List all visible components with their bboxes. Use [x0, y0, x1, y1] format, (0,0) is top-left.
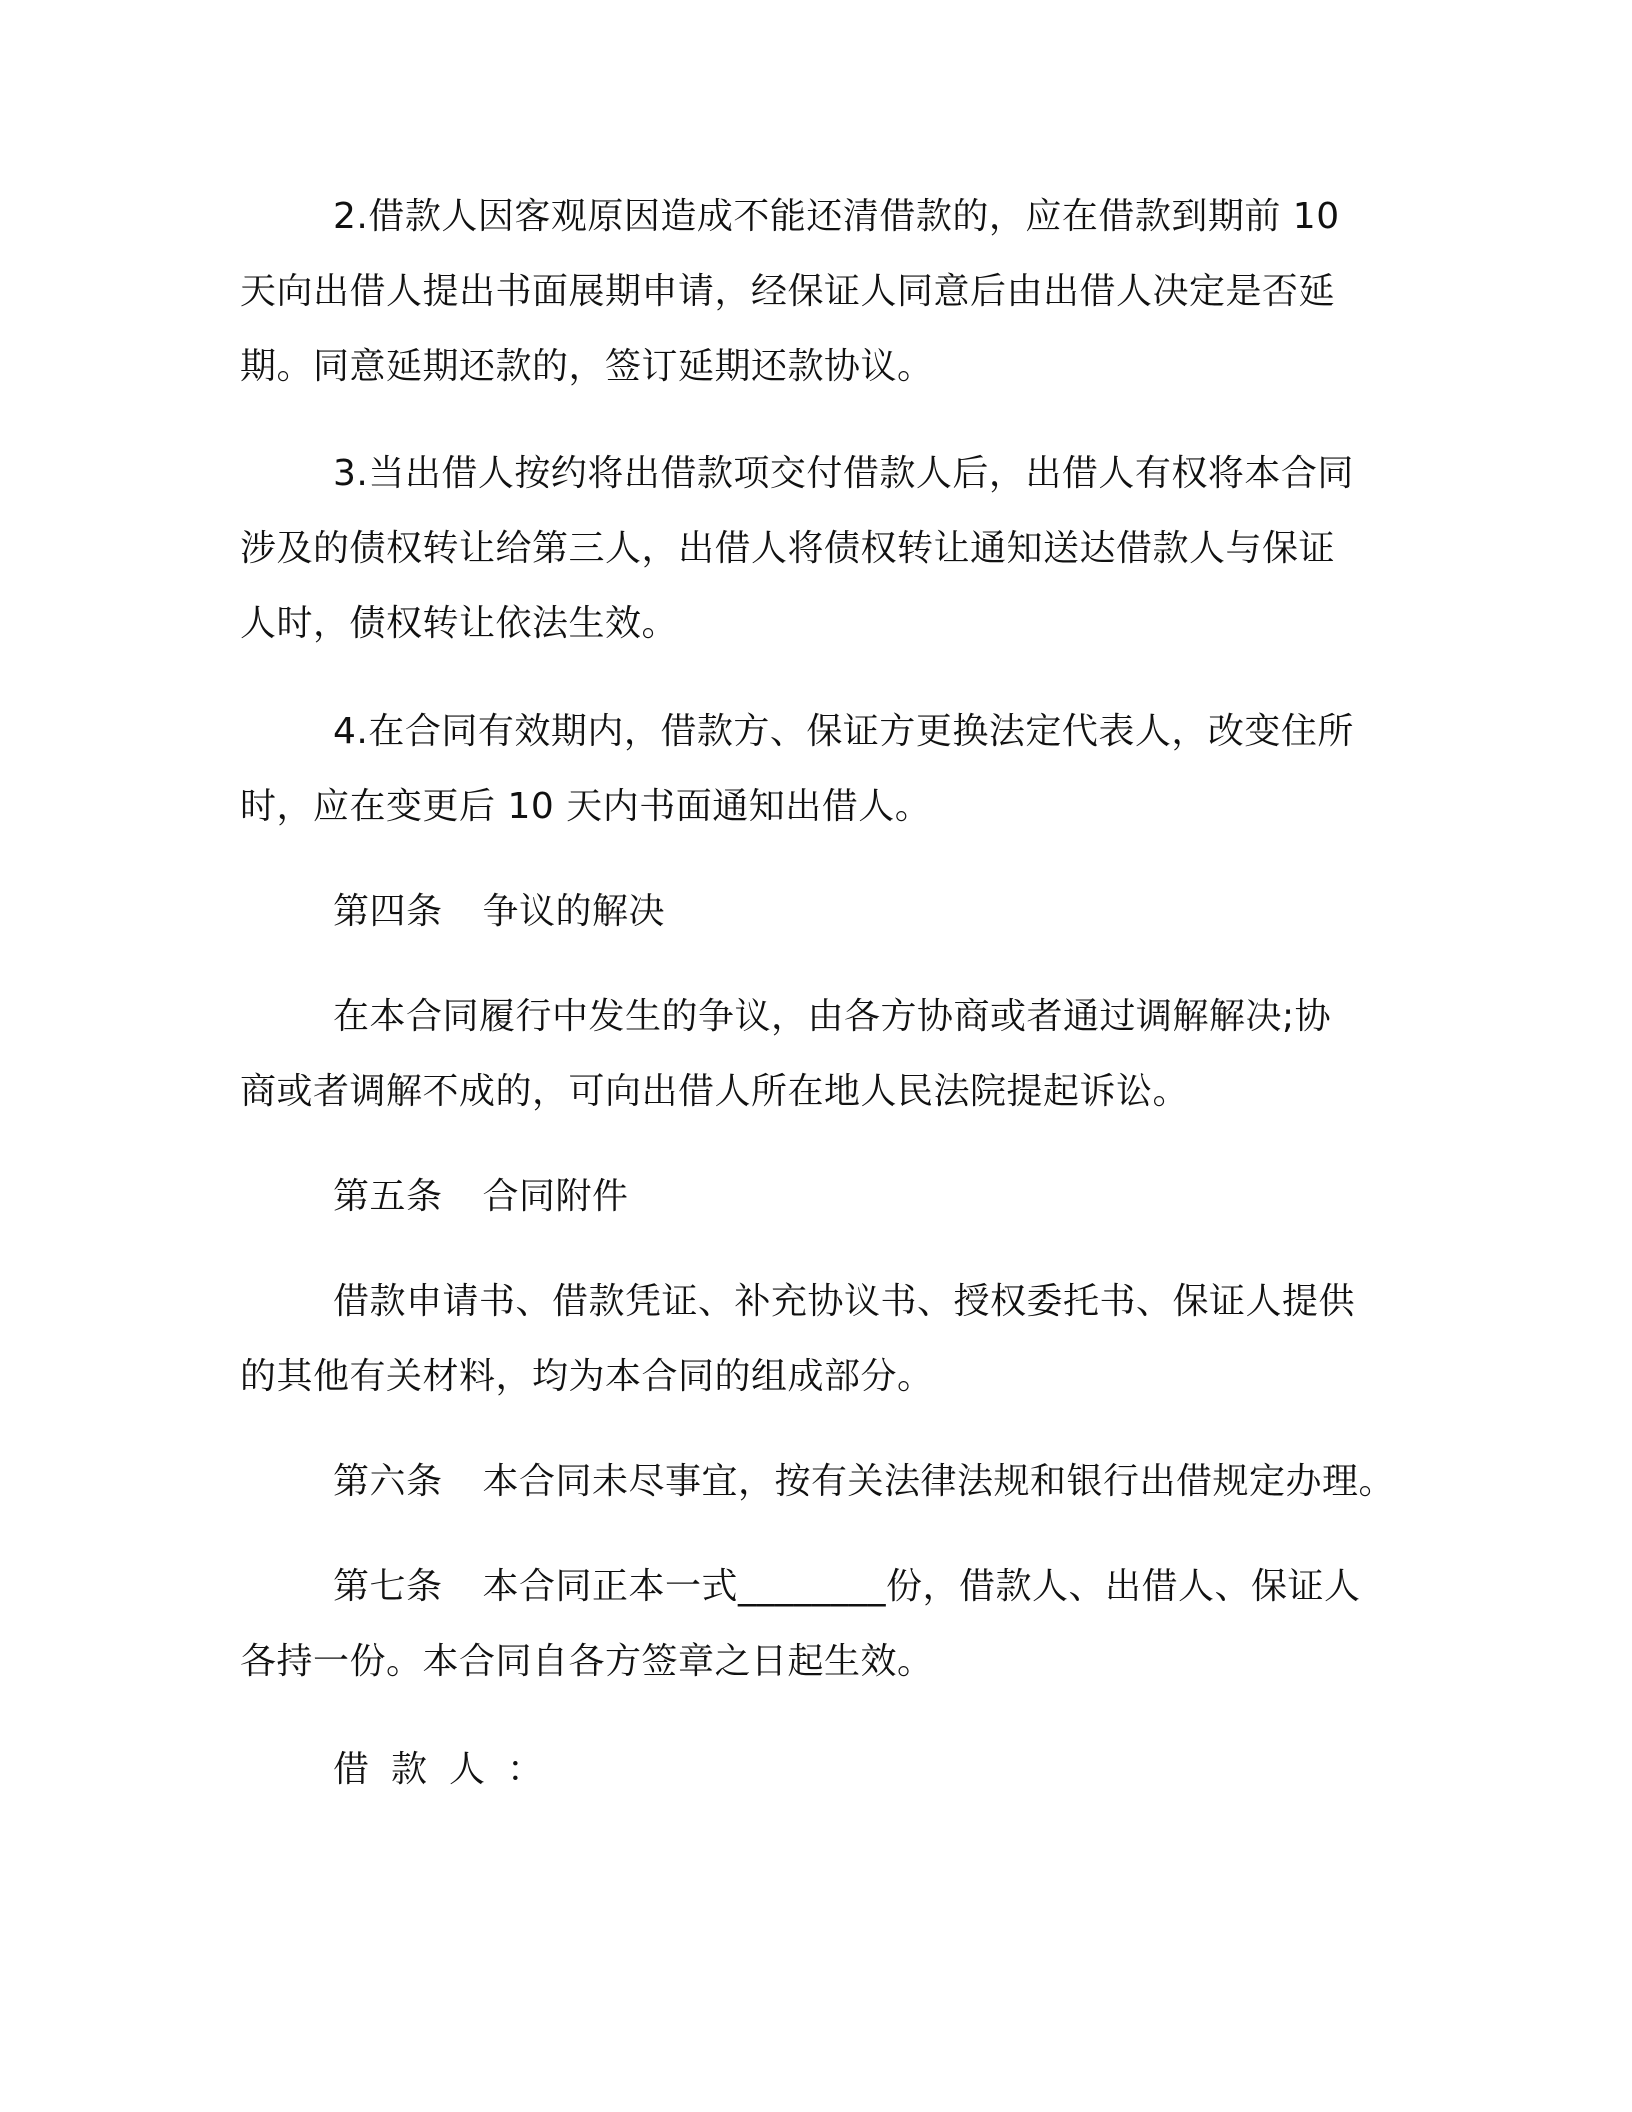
article-6-text: 本合同未尽事宜，按有关法律法规和银行出借规定办理。: [482, 1461, 1396, 1502]
article-6-number: 第六条: [333, 1461, 443, 1502]
article-7-number: 第七条: [333, 1566, 443, 1607]
article-5-title: 合同附件: [482, 1176, 629, 1217]
article-5-heading: [333, 1175, 629, 1219]
article-5-number: 第五条: [333, 1176, 443, 1217]
clause-4-line-1: 4.在合同有效期内，借款方、保证方更换法定代表人，改变住所: [333, 711, 1354, 752]
article-6: [333, 1460, 1395, 1504]
article-4-number: 第四条: [333, 891, 443, 932]
article-4-heading: [333, 890, 665, 934]
clause-3-line-3: 人时，债权转让依法生效。: [240, 603, 679, 644]
clause-4-line-2: 时，应在变更后 10 天内书面通知出借人。: [240, 786, 932, 827]
article-7-line-1: [333, 1565, 1361, 1609]
article-4-title: 争议的解决: [482, 891, 666, 932]
article-7-text: 本合同正本一式________份，借款人、出借人、保证人: [482, 1566, 1361, 1607]
clause-2-line-2: 天向出借人提出书面展期申请，经保证人同意后由出借人决定是否延: [240, 271, 1336, 312]
article-5-line-2: 的其他有关材料，均为本合同的组成部分。: [240, 1356, 934, 1397]
clause-2-line-1: 2.借款人因客观原因造成不能还清借款的，应在借款到期前 10: [333, 196, 1340, 237]
article-7-line-2: 各持一份。本合同自各方签章之日起生效。: [240, 1641, 934, 1682]
clause-3-line-1: 3.当出借人按约将出借款项交付借款人后，出借人有权将本合同: [333, 453, 1354, 494]
article-5-line-1: 借款申请书、借款凭证、补充协议书、授权委托书、保证人提供: [333, 1281, 1356, 1322]
clause-3-line-2: 涉及的债权转让给第三人，出借人将债权转让通知送达借款人与保证: [240, 528, 1336, 569]
borrower-signature-label: 借款人：: [333, 1749, 566, 1790]
article-4-line-1: 在本合同履行中发生的争议，由各方协商或者通过调解解决;协: [333, 996, 1332, 1037]
clause-2-line-3: 期。同意延期还款的，签订延期还款协议。: [240, 346, 934, 387]
article-4-line-2: 商或者调解不成的，可向出借人所在地人民法院提起诉讼。: [240, 1071, 1190, 1112]
